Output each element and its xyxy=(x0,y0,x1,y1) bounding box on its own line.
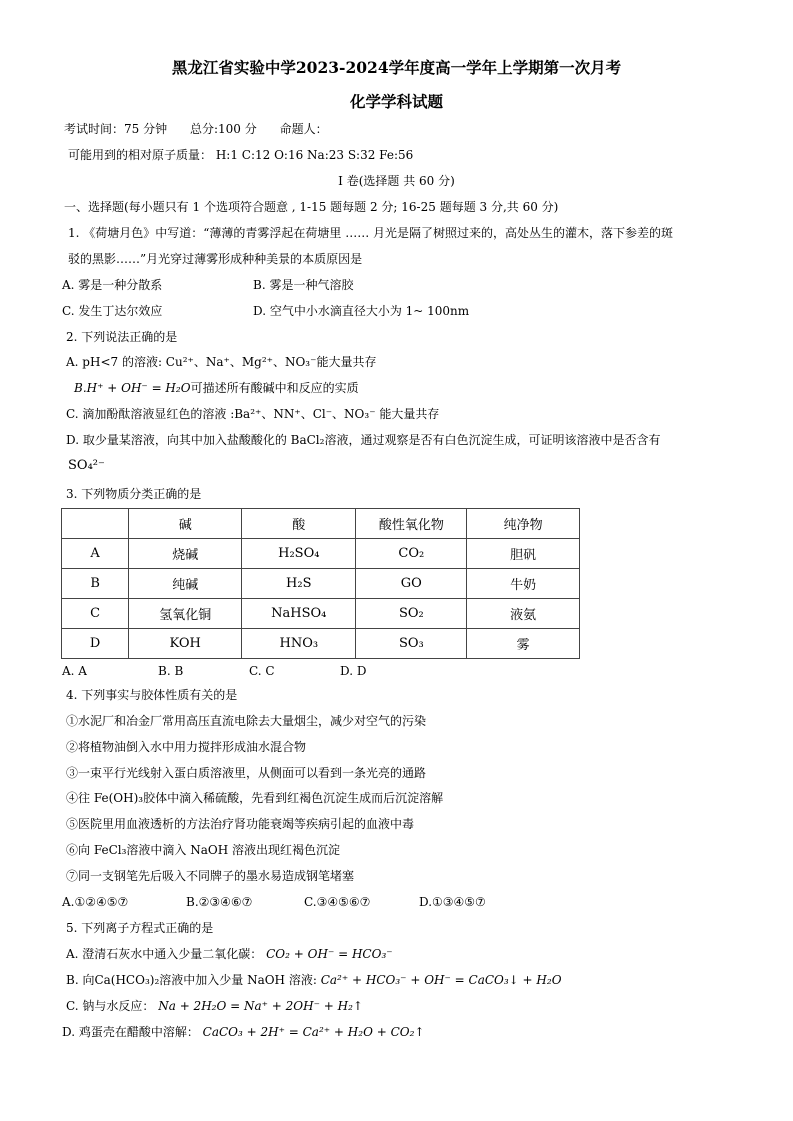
q5-option-c xyxy=(66,998,363,1014)
q3-stem: 3. 下列物质分类正确的是 xyxy=(66,487,202,501)
table-cell: 液氨 xyxy=(467,599,580,629)
table-cell: A xyxy=(62,539,129,569)
atomic-masses: 可能用到的相对原子质量： H:1 C:12 O:16 Na:23 S:32 Fe:56 xyxy=(68,148,414,162)
volume-label: I 卷(选择题 共 60 分) xyxy=(338,174,455,188)
q3-option-c: C. C xyxy=(249,664,275,678)
table-header-cell: 酸性氧化物 xyxy=(356,509,467,539)
q3-option-a: A. A xyxy=(62,664,87,678)
table-cell: SO₂ xyxy=(356,599,467,629)
q4-item: ①水泥厂和冶金厂常用高压直流电除去大量烟尘，减少对空气的污染 xyxy=(66,714,427,728)
q5-option-c-label: C. 钠与水反应： xyxy=(66,999,155,1013)
table-cell: NaHSO₄ xyxy=(242,599,356,629)
q2-option-b-text: 可描述所有酸碱中和反应的实质 xyxy=(190,381,359,395)
q4-item: ⑥向 FeCl₃溶液中滴入 NaOH 溶液出现红褐色沉淀 xyxy=(66,843,341,857)
q5-option-d xyxy=(62,1024,424,1040)
q4-item: ⑤医院里用血液透析的方法治疗肾功能衰竭等疾病引起的血液中毒 xyxy=(66,817,415,831)
table-cell: C xyxy=(62,599,129,629)
q1-option-d: D. 空气中小水滴直径大小为 1~ 100nm xyxy=(253,304,470,318)
table-cell: 雾 xyxy=(467,629,580,659)
table-header-cell xyxy=(62,509,129,539)
table-cell: GO xyxy=(356,569,467,599)
q2-option-a: A. pH<7 的溶液: Cu²⁺、Na⁺、Mg²⁺、NO₃⁻能大量共存 xyxy=(66,355,377,369)
q1-option-a: A. 雾是一种分散系 xyxy=(62,278,163,292)
q4-option-c: C.③④⑤⑥⑦ xyxy=(304,895,371,909)
q5-option-a xyxy=(66,946,393,962)
table-row xyxy=(62,629,580,659)
section-heading: 一、选择题(每小题只有 1 个选项符合题意 , 1-15 题每题 2 分; 16-25 题每题 3 分,共 60 分) xyxy=(64,200,559,214)
q5-option-b-equation: Ca²⁺ + HCO₃⁻ + OH⁻ = CaCO₃↓ + H₂O xyxy=(320,973,562,987)
classification-table xyxy=(61,508,580,659)
q5-option-a-equation: CO₂ + OH⁻ = HCO₃⁻ xyxy=(266,947,393,961)
table-cell: HNO₃ xyxy=(242,629,356,659)
table-cell: H₂S xyxy=(242,569,356,599)
q2-stem: 2. 下列说法正确的是 xyxy=(66,330,178,344)
q1-option-b: B. 雾是一种气溶胶 xyxy=(253,278,354,292)
table-cell: 牛奶 xyxy=(467,569,580,599)
q3-option-b: B. B xyxy=(158,664,184,678)
table-row xyxy=(62,539,580,569)
exam-info: 考试时间：75 分钟 总分:100 分 命题人： xyxy=(64,122,328,136)
table-cell: B xyxy=(62,569,129,599)
table-cell: 胆矾 xyxy=(467,539,580,569)
q5-option-b xyxy=(66,972,562,988)
q5-option-a-label: A. 澄清石灰水中通入少量二氧化碳： xyxy=(66,947,263,961)
table-header-cell: 纯净物 xyxy=(467,509,580,539)
q4-item: ③一束平行光线射入蛋白质溶液里，从侧面可以看到一条光亮的通路 xyxy=(66,766,427,780)
table-header-row xyxy=(62,509,580,539)
q1-stem-line1: 1. 《荷塘月色》中写道：“薄薄的青雾浮起在荷塘里 …… 月光是隔了树照过来的，高处丛生的灌木，落下参差的斑 xyxy=(68,226,674,240)
table-cell: H₂SO₄ xyxy=(242,539,356,569)
table-cell: CO₂ xyxy=(356,539,467,569)
table-cell: SO₃ xyxy=(356,629,467,659)
q2-option-d-line2: SO₄²⁻ xyxy=(68,458,105,473)
q5-option-c-equation: Na + 2H₂O = Na⁺ + 2OH⁻ + H₂↑ xyxy=(158,999,363,1013)
table-cell: 纯碱 xyxy=(129,569,242,599)
table-header-cell: 碱 xyxy=(129,509,242,539)
table-cell: D xyxy=(62,629,129,659)
exam-subtitle: 化学学科试题 xyxy=(349,92,443,111)
q5-option-d-equation: CaCO₃ + 2H⁺ = Ca²⁺ + H₂O + CO₂↑ xyxy=(202,1025,425,1039)
table-row xyxy=(62,569,580,599)
q4-option-a: A.①②④⑤⑦ xyxy=(62,895,129,909)
q2-option-c: C. 滴加酚酞溶液显红色的溶液 :Ba²⁺、NN⁺、Cl⁻、NO₃⁻ 能大量共存 xyxy=(66,407,440,421)
q4-item: ②将植物油倒入水中用力搅拌形成油水混合物 xyxy=(66,740,307,754)
table-cell: 氢氧化铜 xyxy=(129,599,242,629)
table-header-cell: 酸 xyxy=(242,509,356,539)
q5-option-b-label: B. 向Ca(HCO₃)₂溶液中加入少量 NaOH 溶液: xyxy=(66,973,317,987)
q2-option-b-equation: B.H⁺ + OH⁻ = H₂O xyxy=(74,381,191,395)
exam-title: 黑龙江省实验中学2023-2024学年度高一学年上学期第一次月考 xyxy=(171,58,622,77)
q5-stem: 5. 下列离子方程式正确的是 xyxy=(66,921,214,935)
table-row xyxy=(62,599,580,629)
q4-item: ④往 Fe(OH)₃胶体中滴入稀硫酸，先看到红褐色沉淀生成而后沉淀溶解 xyxy=(66,791,444,805)
q4-option-b: B.②③④⑥⑦ xyxy=(186,895,253,909)
q5-option-d-label: D. 鸡蛋壳在醋酸中溶解： xyxy=(62,1025,199,1039)
q3-option-d: D. D xyxy=(340,664,367,678)
table-cell: 烧碱 xyxy=(129,539,242,569)
q1-option-c: C. 发生丁达尔效应 xyxy=(62,304,163,318)
q2-option-b xyxy=(74,380,359,396)
q4-option-d: D.①③④⑤⑦ xyxy=(419,895,486,909)
q4-stem: 4. 下列事实与胶体性质有关的是 xyxy=(66,688,238,702)
table-cell: KOH xyxy=(129,629,242,659)
q2-option-d-line1: D. 取少量某溶液，向其中加入盐酸酸化的 BaCl₂溶液，通过观察是否有白色沉淀生成，可证明该溶液中是否含有 xyxy=(66,433,661,447)
q1-stem-line2: 驳的黑影……”月光穿过薄雾形成种种美景的本质原因是 xyxy=(68,252,363,266)
q4-item: ⑦同一支钢笔先后吸入不同牌子的墨水易造成钢笔堵塞 xyxy=(66,869,355,883)
